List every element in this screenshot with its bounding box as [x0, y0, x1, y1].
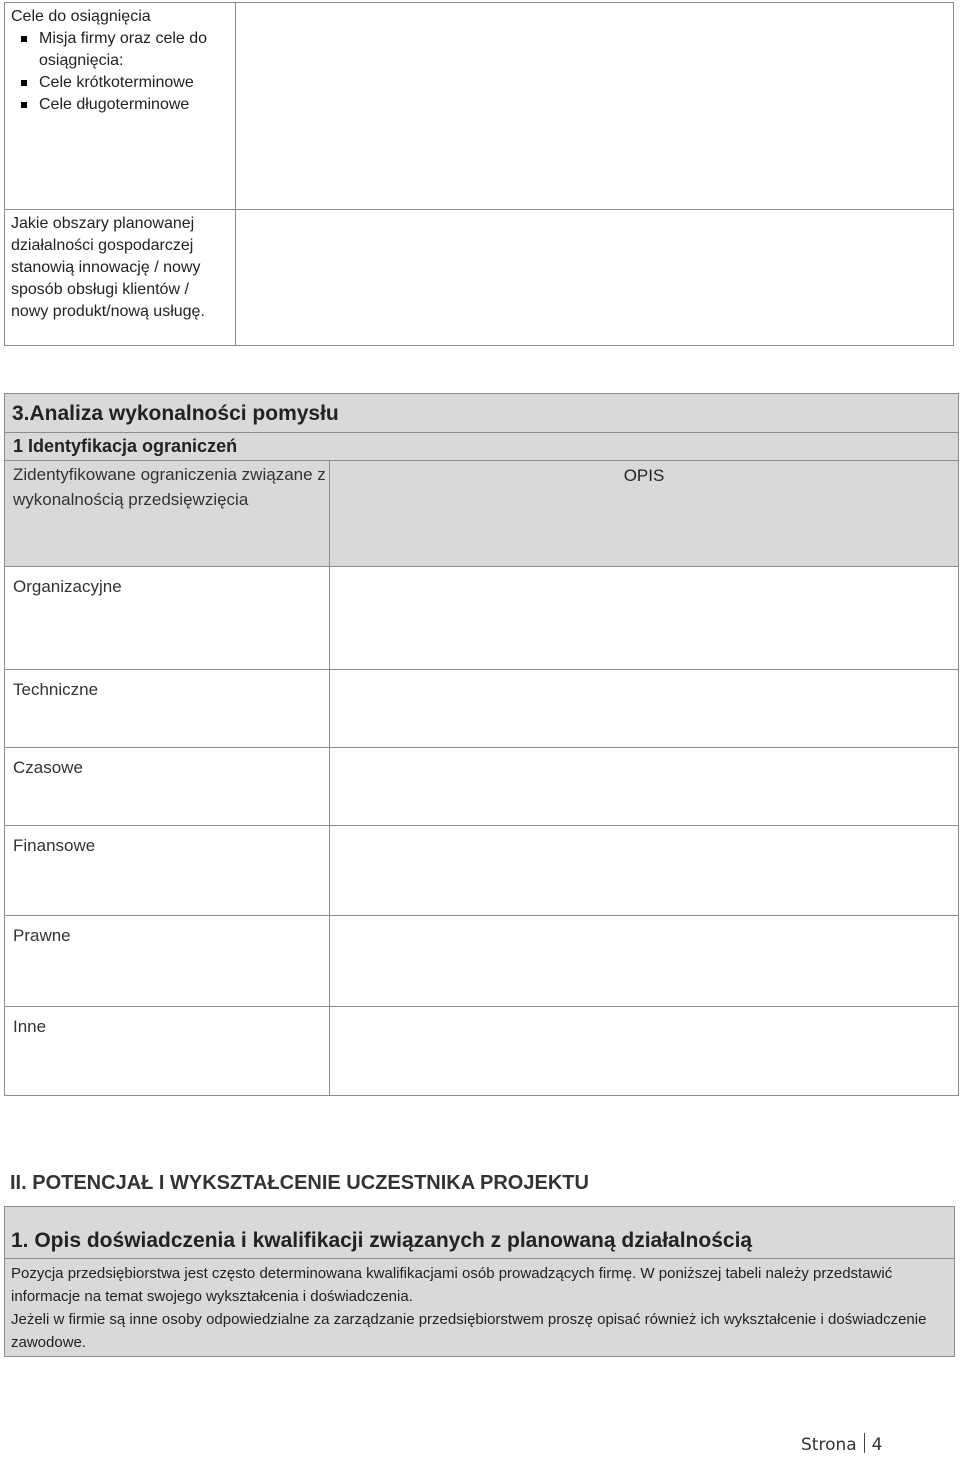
row-label-time: Czasowe [5, 748, 330, 826]
section2-heading: II. POTENCJAŁ I WYKSZTAŁCENIE UCZESTNIKA PROJEKTU [10, 1172, 589, 1194]
row-label-legal: Prawne [5, 916, 330, 1007]
experience-box-body [5, 1259, 955, 1357]
experience-paragraph: Pozycja przedsiębiorstwa jest często determinowana kwalifikacjami osób prowadzących firmę. W poniższej tabeli należy przedstawić informacje na temat swojego wykształcenia i doświadczenia. [11, 1265, 893, 1305]
section3-subtitle: 1 Identyfikacja ograniczeń [5, 433, 959, 461]
section3-title: 3.Analiza wykonalności pomysłu [5, 394, 959, 433]
page-label: Strona [801, 1435, 857, 1455]
row-input-technical[interactable] [330, 670, 959, 748]
footer-divider [864, 1433, 865, 1453]
feasibility-table [4, 393, 959, 1096]
row-input-other[interactable] [330, 1007, 959, 1096]
row-input-time[interactable] [330, 748, 959, 826]
row-label-financial: Finansowe [5, 826, 330, 916]
row-input-financial[interactable] [330, 826, 959, 916]
goals-list-item: Cele krótkoterminowe [11, 72, 229, 94]
row-label-other: Inne [5, 1007, 330, 1096]
experience-box [4, 1206, 955, 1357]
goals-list-item: Cele długoterminowe [11, 94, 229, 116]
innovation-cell [5, 210, 236, 346]
goals-list-item: Misja firmy oraz cele do osiągnięcia: [11, 28, 229, 72]
goals-title: Cele do osiągnięcia [11, 8, 151, 25]
row-input-organizational[interactable] [330, 567, 959, 670]
description-header: OPIS [330, 461, 959, 567]
row-input-legal[interactable] [330, 916, 959, 1007]
row-label-organizational: Organizacyjne [5, 567, 330, 670]
goals-table [4, 2, 954, 346]
innovation-question: Jakie obszary planowanej działalności gospodarczej stanowią innowację / nowy sposób obsługi klientów / nowy produkt/nową usługę. [11, 215, 205, 320]
experience-paragraph: Jeżeli w firmie są inne osoby odpowiedzialne za zarządzanie przedsiębiorstwem proszę opisać również ich wykształcenie i doświadczenie zawodowe. [11, 1311, 927, 1351]
constraints-header: Zidentyfikowane ograniczenia związane z wykonalnością przedsięwzięcia [5, 461, 330, 567]
goals-answer-cell[interactable] [236, 3, 954, 210]
experience-box-title: 1. Opis doświadczenia i kwalifikacji związanych z planowaną działalnością [5, 1207, 955, 1259]
page-footer [801, 1433, 883, 1455]
row-label-technical: Techniczne [5, 670, 330, 748]
goals-cell [5, 3, 236, 210]
goals-list [11, 28, 229, 116]
innovation-answer-cell[interactable] [236, 210, 954, 346]
page-number: 4 [871, 1435, 883, 1455]
